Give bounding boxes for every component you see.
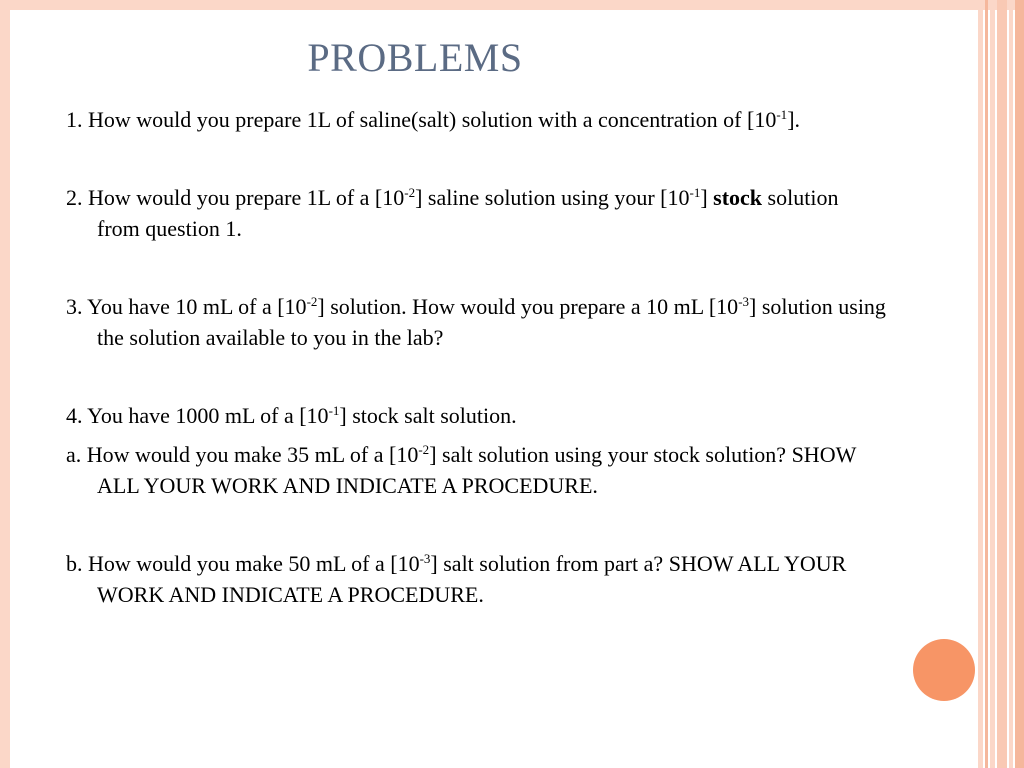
slide-title: PROBLEMS [307,35,523,80]
problem-text: 3. You have 10 mL of a [10 [66,294,307,319]
problem-text: solution from question 1. [97,185,839,241]
left-border-decoration [0,0,10,768]
problem-4a [66,439,886,501]
exponent: -1 [328,403,340,418]
accent-circle [913,639,975,701]
problem-text: ] saline solution using your [10 [415,185,690,210]
right-stripe-decoration [985,0,988,768]
problem-4 [66,400,886,431]
right-stripe-decoration [978,0,983,768]
problem-text: 2. How would you prepare 1L of a [10 [66,185,405,210]
right-stripe-decoration [1009,0,1013,768]
problem-text: ] stock salt solution. [339,403,517,428]
right-stripe-decoration [997,0,1007,768]
problem-text: 4. You have 1000 mL of a [10 [66,403,329,428]
emphasis-text: stock [713,185,763,210]
exponent: -3 [419,551,431,566]
problem-text: ] solution using the solution available to you in the lab? [97,294,886,350]
problem-text: a. How would you make 35 mL of a [10 [66,442,419,467]
problem-2 [66,182,886,244]
problem-text: ] salt solution from part a? SHOW ALL YOUR WORK AND INDICATE A PROCEDURE. [97,551,847,607]
exponent: -1 [689,185,701,200]
right-stripe-decoration [990,0,995,768]
exponent: -1 [776,107,788,122]
exponent: -2 [306,294,318,309]
exponent: -2 [418,442,430,457]
right-stripe-decoration [1015,0,1024,768]
problem-4b [66,548,886,610]
problem-3 [66,291,886,353]
exponent: -3 [738,294,750,309]
problem-1 [66,104,886,135]
problem-text: b. How would you make 50 mL of a [10 [66,551,420,576]
problem-text: ] solution. How would you prepare a 10 mL [10 [317,294,739,319]
problem-text: 1. How would you prepare 1L of saline(salt) solution with a concentration of [10 [66,107,777,132]
problem-text: ]. [787,107,801,132]
problem-list [66,104,886,610]
problem-text: ] salt solution using your stock solution? SHOW ALL YOUR WORK AND INDICATE A PROCEDURE. [97,442,856,498]
problem-text: ] [700,185,714,210]
exponent: -2 [404,185,416,200]
top-border-decoration [0,0,1024,10]
